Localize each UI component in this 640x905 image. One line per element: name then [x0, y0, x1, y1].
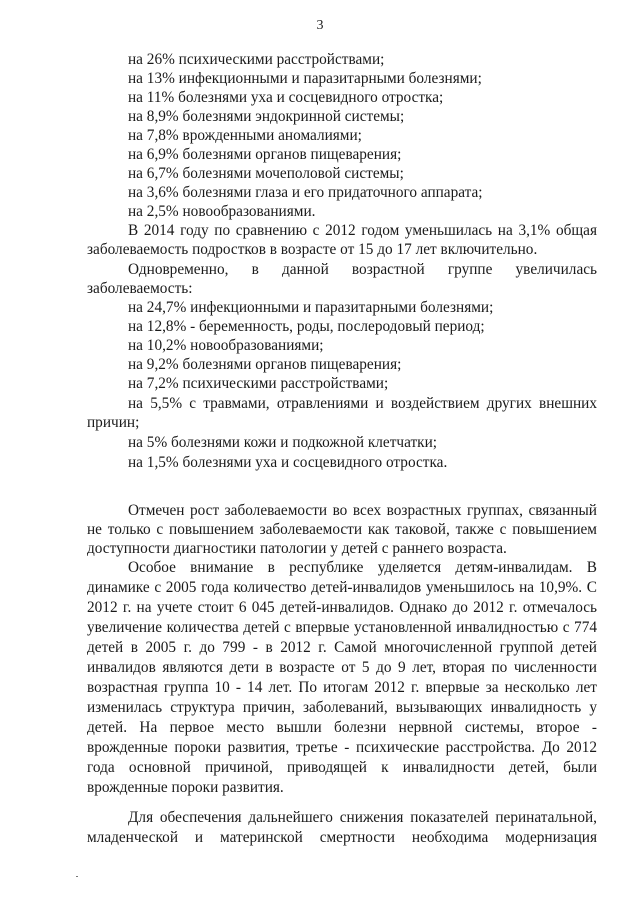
list-item: на 9,2% болезнями органов пищеварения; — [128, 356, 402, 373]
paragraph-line: доступности диагностики патологии у детей с раннего возраста. — [87, 540, 507, 557]
paragraph-line: динамике с 2005 года количество детей-инвалидов уменьшилось на 10,9%. С — [87, 579, 597, 596]
list-item: на 6,9% болезнями органов пищеварения; — [128, 146, 402, 163]
list-item: на 3,6% болезнями глаза и его придаточного аппарата; — [128, 184, 483, 201]
paragraph-line: инвалидов являются дети в возрасте от 5 до 9 лет, вторая по численности — [87, 659, 597, 676]
paragraph-line: младенческой и материнской смертности необходима модернизация — [87, 829, 597, 846]
list-item: на 2,5% новообразованиями. — [128, 203, 316, 220]
paragraph-line: заболеваемость подростков в возрасте от 15 до 17 лет включительно. — [87, 241, 538, 258]
list-item: на 26% психическими расстройствами; — [128, 51, 385, 68]
paragraph-line: детей. На первое место вышли болезни нервной системы, второе - — [87, 719, 597, 736]
list-item: на 13% инфекционными и паразитарными болезнями; — [128, 70, 482, 87]
page-number: 3 — [316, 18, 324, 33]
paragraph-line: Особое внимание в республике уделяется детям-инвалидам. В — [128, 559, 597, 576]
list-item: на 12,8% - беременность, роды, послеродовый период; — [128, 318, 485, 335]
paragraph-line: Отмечен рост заболеваемости во всех возрастных группах, связанный — [128, 502, 597, 519]
list-item: на 11% болезнями уха и сосцевидного отростка; — [128, 89, 444, 106]
list-item: на 5% болезнями кожи и подкожной клетчатки; — [128, 434, 438, 451]
list-item: на 1,5% болезнями уха и сосцевидного отростка. — [128, 454, 448, 471]
list-item: на 8,9% болезнями эндокринной системы; — [128, 108, 405, 125]
paragraph-line: года основной причиной, приводящей к инвалидности детей, были — [87, 759, 597, 776]
paragraph-line: изменилась структура причин, заболеваний, вызывающих инвалидность у — [87, 699, 597, 716]
list-item: на 24,7% инфекционными и паразитарными болезнями; — [128, 299, 494, 316]
paragraph-line: 2012 г. на учете стоит 6 045 детей-инвалидов. Однако до 2012 г. отмечалось — [87, 599, 597, 616]
paragraph-line: врожденные пороки развития, третье - психические расстройства. До 2012 — [87, 739, 597, 756]
list-item: на 10,2% новообразованиями; — [128, 337, 324, 354]
paragraph-line: увеличение количества детей с впервые установленной инвалидностью с 774 — [87, 619, 597, 636]
paragraph-line: врожденные пороки развития. — [87, 779, 284, 796]
paragraph-line: детей в 2005 г. до 799 - в 2012 г. Самой многочисленной группой детей — [87, 639, 597, 656]
list-item-continuation: причин; — [87, 414, 140, 431]
paragraph-line: возрастная группа 10 - 14 лет. По итогам 2012 г. впервые за несколько лет — [87, 679, 597, 696]
scan-speck — [76, 876, 78, 877]
paragraph-line: Для обеспечения дальнейшего снижения показателей перинатальной, — [128, 809, 597, 826]
list-item: на 7,8% врожденными аномалиями; — [128, 127, 362, 144]
paragraph-line: В 2014 году по сравнению с 2012 годом уменьшилась на 3,1% общая — [128, 222, 597, 239]
list-item: на 5,5% с травмами, отравлениями и воздействием других внешних — [128, 395, 597, 412]
list-item: на 7,2% психическими расстройствами; — [128, 375, 389, 392]
paragraph-line: Одновременно, в данной возрастной группе увеличилась — [128, 261, 597, 278]
paragraph-line: заболеваемость: — [87, 280, 193, 297]
list-item: на 6,7% болезнями мочеполовой системы; — [128, 165, 404, 182]
paragraph-line: не только с повышением заболеваемости как таковой, также с повышением — [87, 521, 597, 538]
